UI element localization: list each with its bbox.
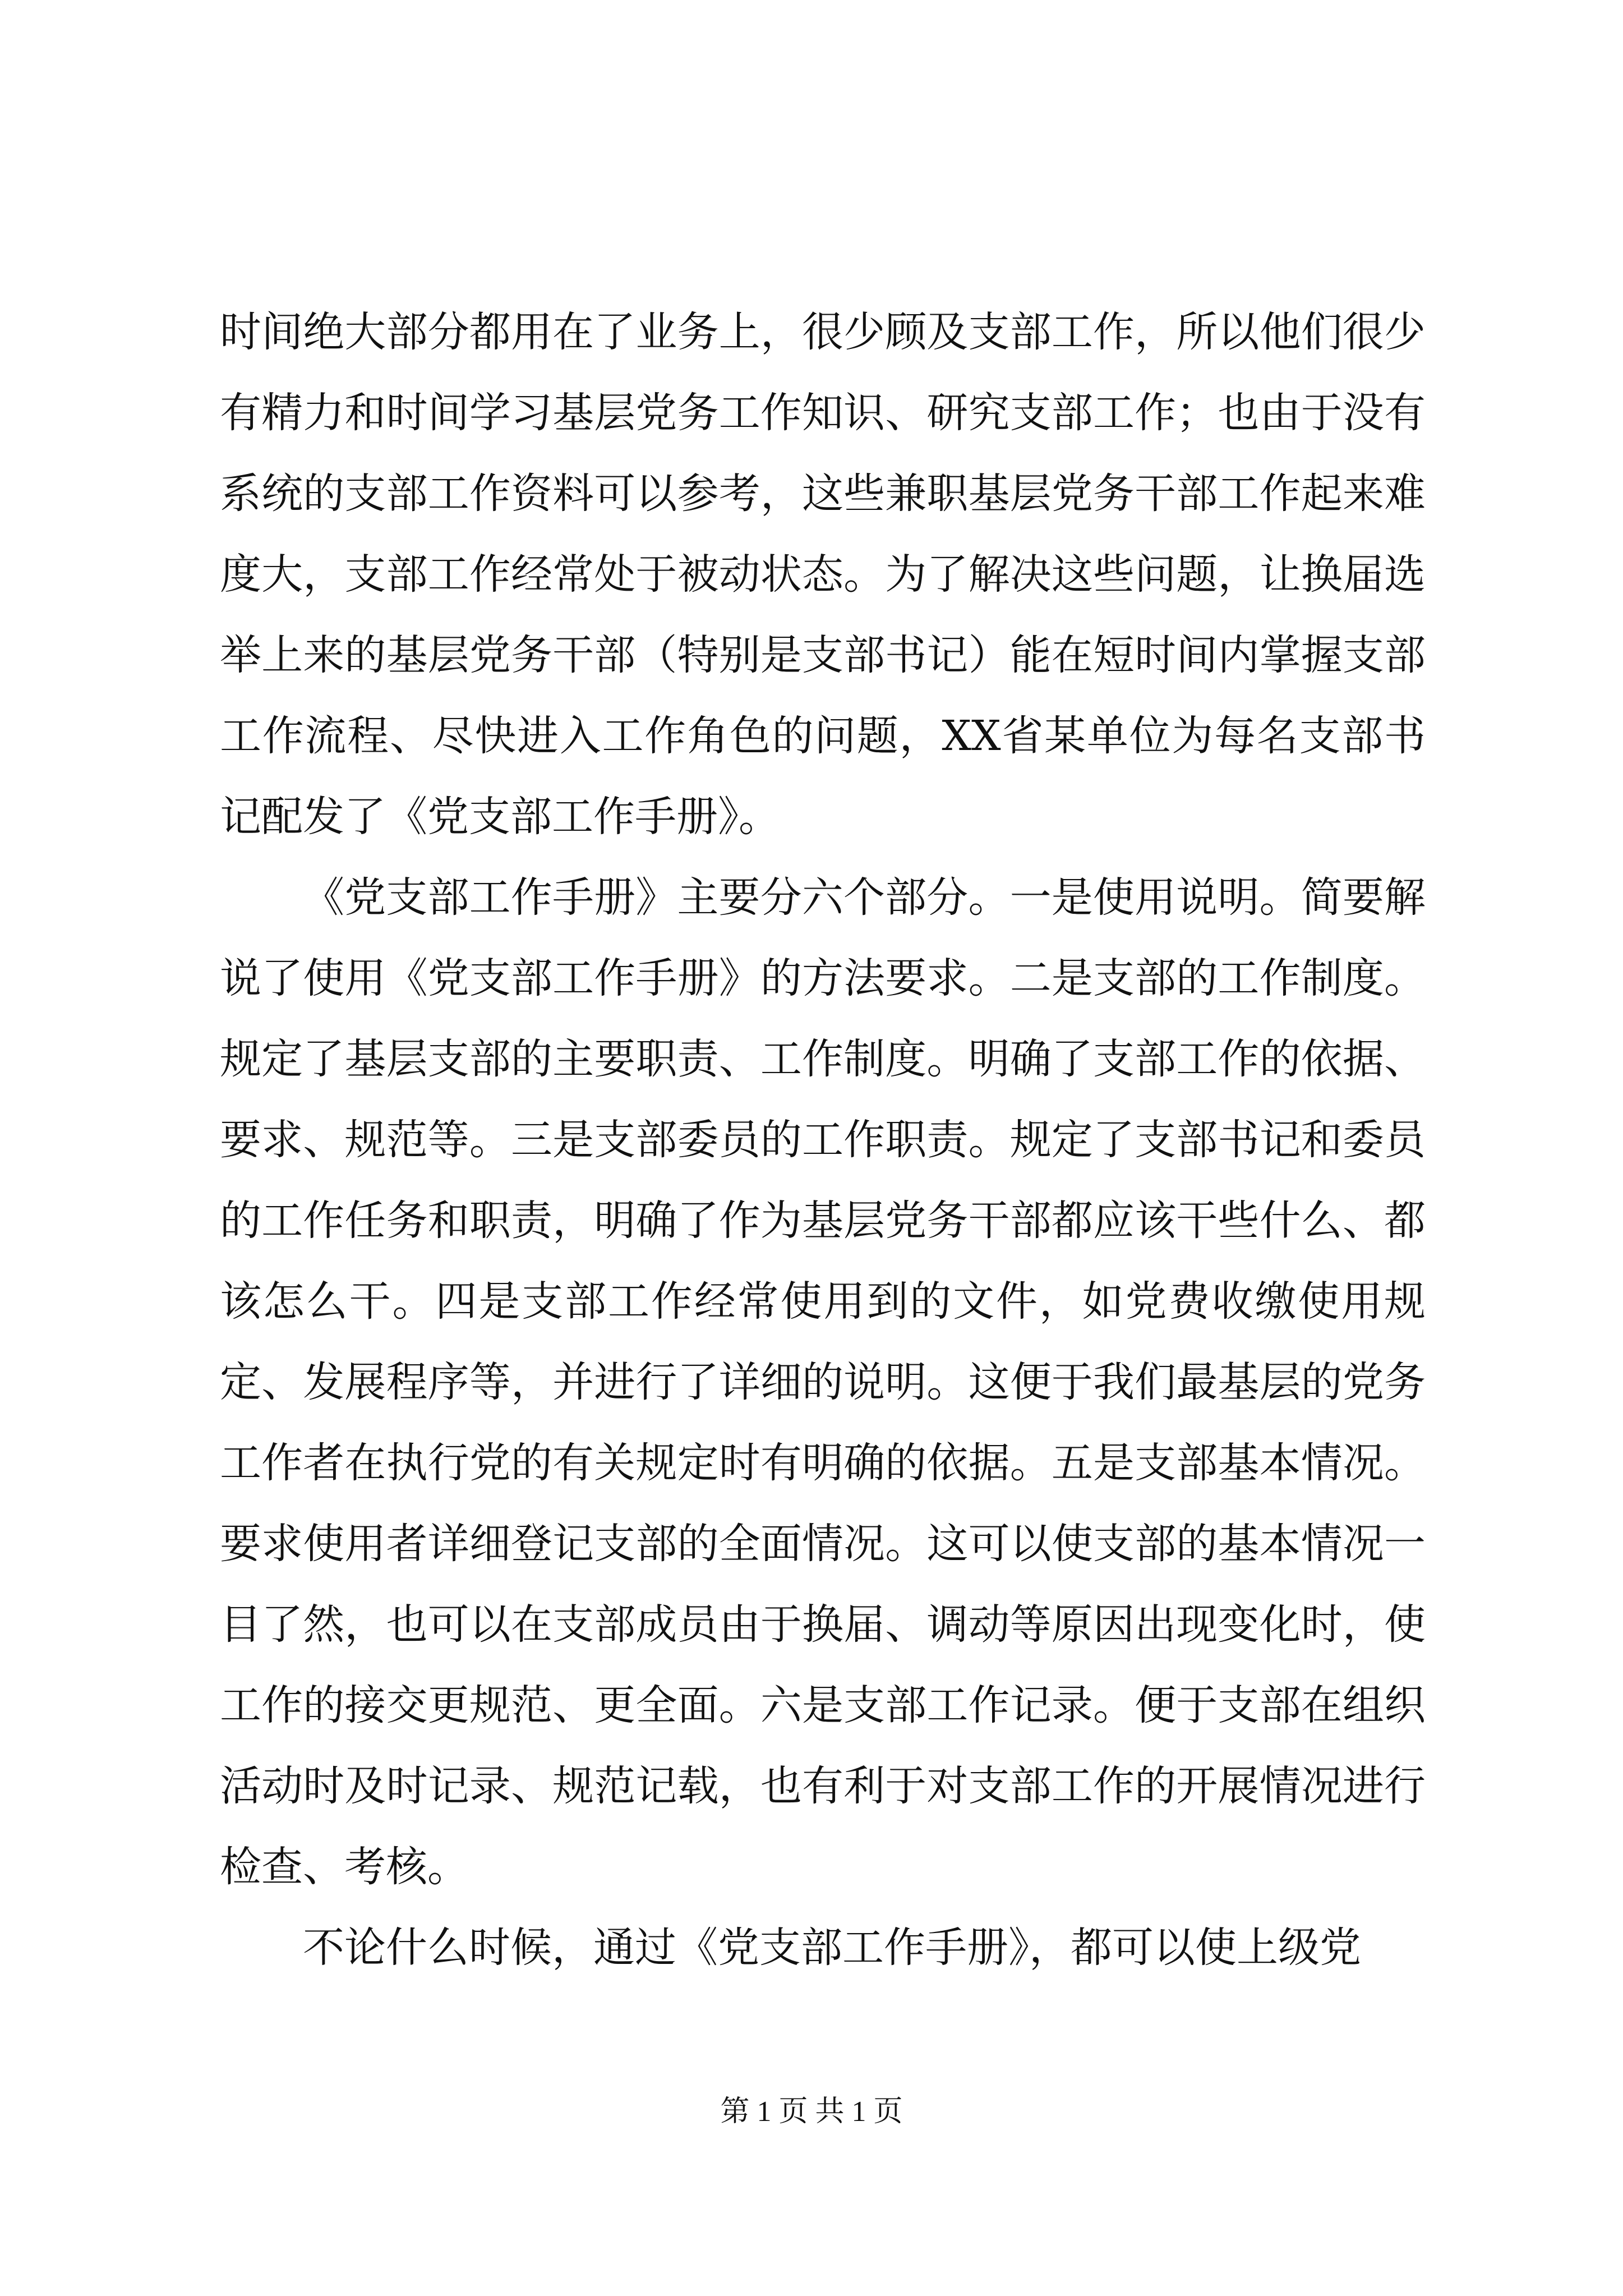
- page-number-footer: 第 1 页 共 1 页: [720, 2096, 903, 2128]
- paragraph-closing-fragment: 不论什么时候，通过《党支部工作手册》，都可以使上级党: [303, 1924, 1361, 1972]
- paragraph-continuation: 时间绝大部分都用在了业务上，很少顾及支部工作，所以他们很少有精力和时间学习基层党务工作知识、研究支部工作；也由于没有系统的支部工作资料可以参考，这些兼职基层党务干部工作起来难度大，支部工作经常处于被动状态。为了解决这些问题，让换届选举上来的基层党务干部（特别是支部书记）能在短时间内掌握支部工作流程、尽快进入工作角色的问题，XX省某单位为每名支部书记配发了《党支部工作手册》。: [220, 308, 1426, 841]
- document-body: [220, 292, 1426, 1988]
- paragraph-handbook-sections: 《党支部工作手册》主要分六个部分。一是使用说明。简要解说了使用《党支部工作手册》的方法要求。二是支部的工作制度。规定了基层支部的主要职责、工作制度。明确了支部工作的依据、要求、规范等。三是支部委员的工作职责。规定了支部书记和委员的工作任务和职责，明确了作为基层党务干部都应该干些什么、都该怎么干。四是支部工作经常使用到的文件，如党费收缴使用规定、发展程序等，并进行了详细的说明。这便于我们最基层的党务工作者在执行党的有关规定时有明确的依据。五是支部基本情况。要求使用者详细登记支部的全面情况。这可以使支部的基本情况一目了然，也可以在支部成员由于换届、调动等原因出现变化时，使工作的接交更规范、更全面。六是支部工作记录。便于支部在组织活动时及时记录、规范记载，也有利于对支部工作的开展情况进行检查、考核。: [220, 873, 1426, 1891]
